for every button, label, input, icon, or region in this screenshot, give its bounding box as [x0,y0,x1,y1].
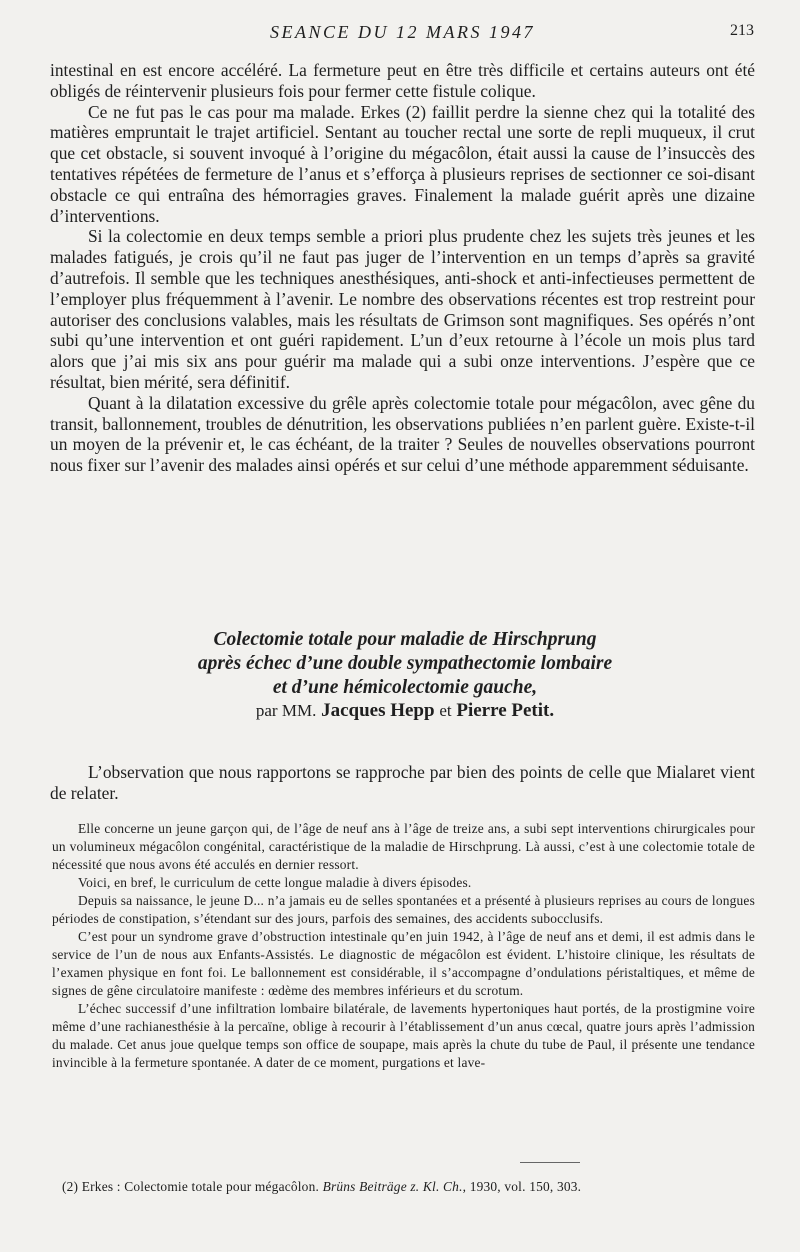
article-title [60,628,750,700]
header-title: SEANCE DU 12 MARS 1947 [270,22,535,42]
intro-paragraph: L’observation que nous rapportons se rapproche par bien des points de celle que Mialaret vient de relater. [50,762,755,803]
byline [60,700,750,722]
body-paragraph: Si la colectomie en deux temps semble a priori plus prudente chez les sujets très jeunes et les malades fatigués, je crois qu’il ne faut pas juger de l’intervention en un temps d’après sa gravité d’autrefois. Il semble que les techniques anesthésiques, anti-shock et anti-infectieuses permettent de l’employer plus fréquemment à l’avenir. Le nombre des observations récentes est trop restreint pour autoriser des conclusions valables, mais les résultats de Grimson sont magnifiques. Ses opérés n’ont subi qu’une intervention et ont guéri rapidement. L’un d’eux retourne à l’école un mois plus tard alors que j’ai mis six ans pour guérir ma malade qui a subi onze interventions. J’espère que ce résultat, bien mérité, sera définitif. [50,226,755,392]
article-title-line: après échec d’une double sympathectomie lombaire [197,653,613,674]
footnote-divider [520,1162,580,1163]
page-number: 213 [730,22,754,39]
footnote [62,1178,762,1196]
case-report-text [52,820,755,1072]
article-title-line: Colectomie totale pour maladie de Hirschprung [213,629,597,650]
case-paragraph: Elle concerne un jeune garçon qui, de l’âge de neuf ans à l’âge de treize ans, a subi sept interventions chirurgicales pour un volumineux mégacôlon congénital, caractéristique de la maladie de Hirschprung. Là aussi, c’est à une colectomie totale de nécessité que nous avons été acculés en dernier ressort. [52,821,755,872]
body-paragraph: Ce ne fut pas le cas pour ma malade. Erkes (2) faillit perdre la sienne chez qui la totalité des matières empruntait le trajet artificiel. Sentant au toucher rectal une sorte de repli muqueux, il crut que cet obstacle, si souvent invoqué à l’origine du mégacôlon, était aussi la cause de l’insuccès des tentatives répétées de fermeture de l’anus et s’efforça à plusieurs reprises de sectionner ce soi-disant obstacle ce qui entraîna des hémorragies graves. Finalement la malade guérit après une dizaine d’interventions. [50,101,755,226]
case-paragraph: C’est pour un syndrome grave d’obstruction intestinale qu’en juin 1942, à l’âge de neuf ans et demi, il est admis dans le service de l’un de nous aux Enfants-Assistés. Le diagnostic de mégacôlon est évident. L’histoire clinique, les résultats de l’examen physique en font foi. Le ballonnement est considérable, il s’accompagne d’ondulations péristaltiques, et même de signes de gêne circulatoire manifeste : œdème des membres inférieurs et du scrotum. [52,929,755,998]
case-paragraph: Voici, en bref, le curriculum de cette longue maladie à divers épisodes. [78,875,472,890]
body-text [50,60,755,476]
byline-prefix: par MM. [255,701,317,720]
footnote-text: (2) Erkes : Colectomie totale pour mégacôlon. [62,1179,320,1194]
case-paragraph: L’échec successif d’une infiltration lombaire bilatérale, de lavements hypertoniques haut portés, de la prostigmine voire même d’une rachianesthésie à la percaïne, oblige à recourir à l’établissement d’un anus cœcal, quatre jours après l’admission du malade. Cet anus joue quelque temps son office de soupape, mais après la chute du tube de Paul, il présente une tendance invincible à la fermeture spontanée. A dater de ce moment, purgations et lave- [52,1001,755,1070]
intro-text [50,762,755,804]
author-name: Jacques Hepp [321,700,435,721]
body-paragraph: Quant à la dilatation excessive du grêle après colectomie totale pour mégacôlon, avec gêne du transit, ballonnement, troubles de dénutrition, les observations publiées n’en parlent guère. Existe-t-il un moyen de la prévenir et, le cas échéant, de la traiter ? Seules de nouvelles observations pourront nous fixer sur l’avenir des malades ainsi opérés et sur celui d’une méthode apparemment séduisante. [50,392,755,476]
body-paragraph: intestinal en est encore accéléré. La fermeture peut en être très difficile et certains auteurs ont été obligés de réintervenir plusieurs fois pour fermer cette fistule colique. [50,60,755,101]
byline-conjunction: et [439,701,452,720]
case-paragraph: Depuis sa naissance, le jeune D... n’a jamais eu de selles spontanées et a présenté à plusieurs reprises au cours de longues périodes de constipation, s’étendant sur des jours, parfois des semaines, des accidents subocclusifs. [52,893,755,926]
footnote-journal: Brüns Beiträge z. Kl. Ch. [322,1179,463,1194]
footnote-reference: , 1930, vol. 150, 303. [462,1179,582,1194]
article-title-line: et d’une hémicolectomie gauche, [272,677,538,698]
running-header [0,20,800,48]
author-name: Pierre Petit. [456,700,555,721]
